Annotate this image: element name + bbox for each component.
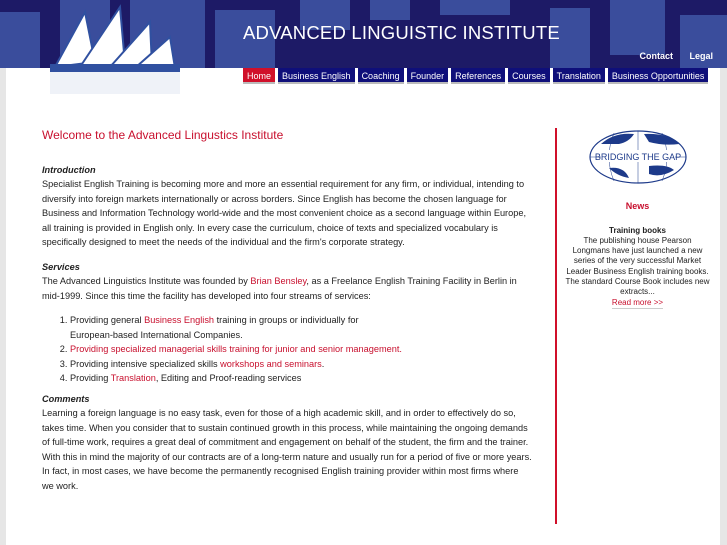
main-nav: [243, 68, 708, 84]
item-text: Providing intensive specialized skills: [70, 358, 221, 369]
nav-business-opportunities[interactable]: Business Opportunities: [608, 68, 709, 84]
item-text: training in groups or individually for European-based International Companies.: [70, 315, 359, 340]
list-item: [70, 342, 532, 357]
nav-founder[interactable]: Founder: [407, 68, 449, 84]
read-more-link[interactable]: Read more >>: [612, 298, 663, 309]
sidebar: [565, 128, 710, 309]
main-content: [42, 128, 532, 493]
nav-translation[interactable]: Translation: [553, 68, 605, 84]
comments-text-2: With this in mind the majority of our contracts are of a long-term nature and usually run for a period of five or more years. In fact, in most cases, we have become the permanently recognised English training provider within most firms where we work.: [42, 451, 532, 491]
services-text: [42, 274, 532, 303]
services-list: [70, 313, 532, 386]
sidebar-divider: [555, 128, 557, 524]
bridging-the-gap-logo: [589, 130, 687, 184]
opera-house-logo: [40, 2, 190, 97]
comments-heading: Comments: [42, 393, 90, 404]
nav-business-english[interactable]: Business English: [278, 68, 355, 84]
managerial-skills-link[interactable]: Providing specialized managerial skills training for junior and senior management.: [70, 344, 402, 354]
contact-link[interactable]: Contact: [639, 51, 673, 61]
brian-bensley-link[interactable]: Brian Bensley: [250, 276, 307, 286]
news-item-text: The publishing house Pearson Longmans have just launched a new series of the very successful Market Leader Business English training books. The standard Course Book includes new extracts...: [565, 235, 710, 297]
services-heading: Services: [42, 261, 80, 272]
item-text: Providing: [70, 373, 111, 383]
comments-text: Learning a foreign language is no easy task, even for those of a high academic skill, and in order to effectively do so, takes time. When you consider that to sustain continued growth in this process, while maintaining the ongoing demands of full-time work, requires a great deal of commitment and engagement on behalf of the student, the firm and the trainer.: [42, 408, 529, 447]
nav-home[interactable]: Home: [243, 68, 275, 84]
intro-text: Specialist English Training is becoming more and more an essential requirement for any firm, or individual, intending to diversify into foreign markets internationally or across borders. Since English has become the chosen language for Business and Information Technology world-wide and the most convenient choice as a second language within Europe, all training is provided in English only. In every case the curriculum, choice of texts and specialized vocabulary is specifically designed to meet the needs of the individual and the firm's corporate strategy.: [42, 179, 527, 247]
intro-heading: Introduction: [42, 164, 96, 175]
list-item: [70, 357, 532, 372]
services-pre: The Advanced Linguistics Institute was founded by: [42, 276, 251, 286]
workshops-link[interactable]: workshops and seminars: [220, 358, 322, 369]
nav-references[interactable]: References: [451, 68, 505, 84]
item-text: , Editing and Proof-reading services: [155, 373, 302, 383]
nav-courses[interactable]: Courses: [508, 68, 550, 84]
list-item: [70, 371, 532, 386]
translation-link[interactable]: Translation: [110, 373, 156, 383]
item-text: .: [321, 358, 325, 369]
news-item-title: Training books: [609, 225, 666, 235]
item-text: Providing general: [70, 315, 145, 325]
logo-text: BRIDGING THE GAP: [594, 152, 681, 162]
news-heading: News: [625, 201, 650, 212]
services-post: , as a Freelance English Training Facility in Berlin in mid-1999. Since this time the facility has developed into four streams of services:: [42, 276, 517, 301]
page-title: Welcome to the Advanced Lingustics Institute: [42, 128, 284, 142]
site-title: ADVANCED LINGUISTIC INSTITUTE: [243, 22, 560, 43]
business-english-link[interactable]: Business English: [144, 315, 215, 325]
list-item: [70, 313, 532, 342]
nav-coaching[interactable]: Coaching: [358, 68, 404, 84]
legal-link[interactable]: Legal: [689, 51, 713, 61]
